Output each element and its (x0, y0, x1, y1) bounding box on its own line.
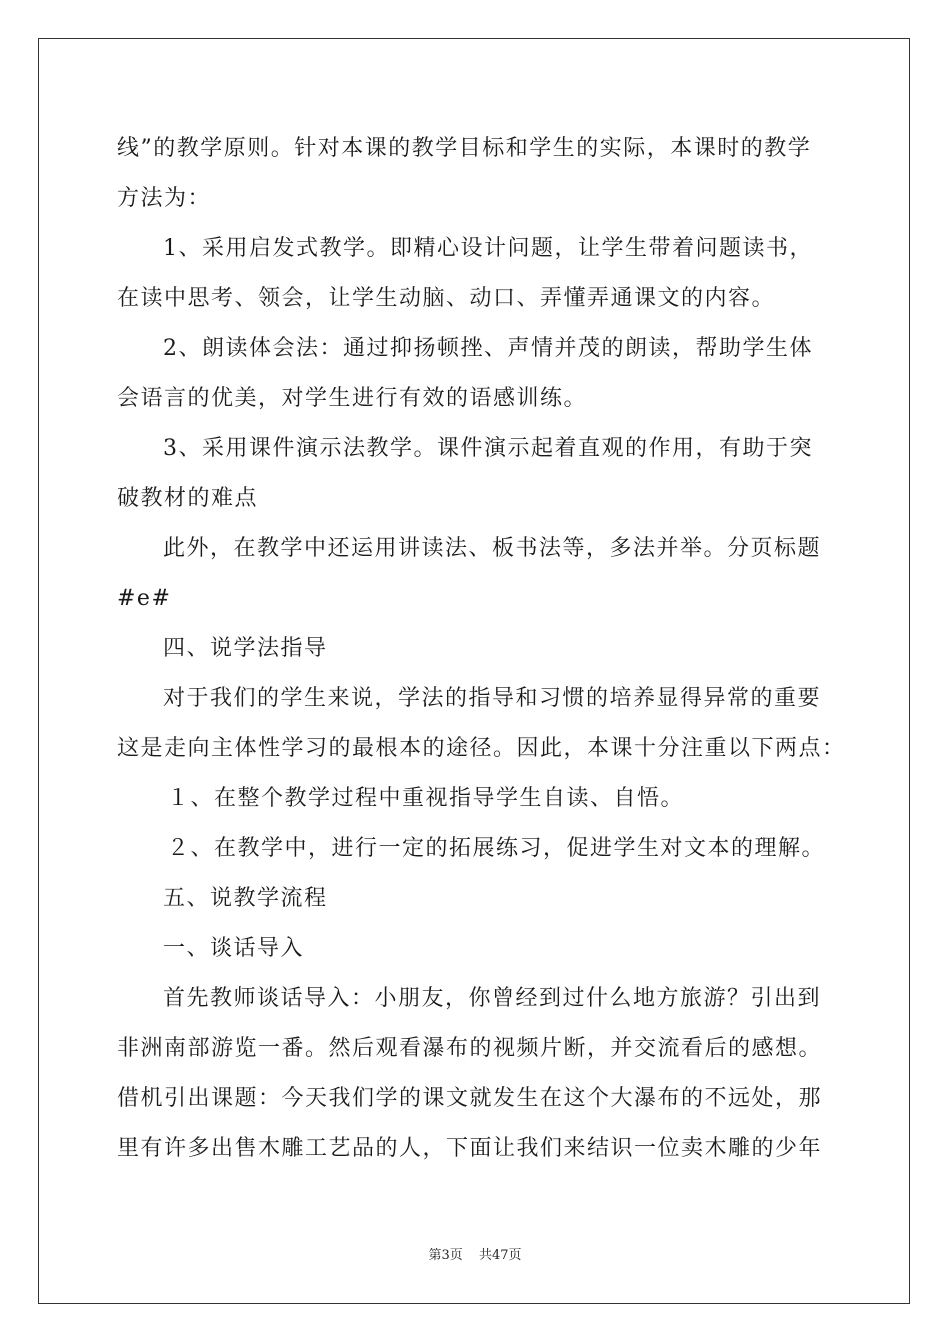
text-line: 非洲南部游览一番。然后观看瀑布的视频片断，并交流看后的感想。 (117, 1036, 823, 1061)
text-line: 借机引出课题：今天我们学的课文就发生在这个大瀑布的不远处，那 (117, 1086, 823, 1111)
text-line: 在读中思考、领会，让学生动脑、动口、弄懂弄通课文的内容。 (117, 286, 776, 311)
page-number: 第3页 (428, 1248, 463, 1263)
paragraph-start: 此外，在教学中还运用讲读法、板书法等，多法并举。分页标题 (163, 536, 822, 561)
text-line: 破教材的难点 (117, 486, 259, 511)
paragraph-start: 1、采用启发式教学。即精心设计问题，让学生带着问题读书， (163, 236, 813, 261)
page-total: 共47页 (478, 1248, 522, 1263)
paragraph-start: 3、采用课件演示法教学。课件演示起着直观的作用，有助于突 (163, 436, 813, 461)
text-line: 线”的教学原则。针对本课的教学目标和学生的实际，本课时的教学 (117, 136, 812, 161)
text-line: #e# (117, 586, 172, 611)
list-item: ２、在教学中，进行一定的拓展练习，促进学生对文本的理解。 (167, 836, 826, 861)
text-line: 里有许多出售木雕工艺品的人，下面让我们来结识一位卖木雕的少年 (117, 1136, 823, 1161)
text-line: 方法为： (117, 186, 212, 211)
paragraph-start: 首先教师谈话导入：小朋友，你曾经到过什么地方旅游？引出到 (163, 986, 822, 1011)
section-heading: 四、说学法指导 (163, 636, 328, 661)
list-item: １、在整个教学过程中重视指导学生自读、自悟。 (167, 786, 685, 811)
section-heading: 五、说教学流程 (163, 886, 328, 911)
paragraph-start: 对于我们的学生来说，学法的指导和习惯的培养显得异常的重要 (163, 686, 822, 711)
page-footer (0, 1244, 950, 1263)
text-line: 会语言的优美，对学生进行有效的语感训练。 (117, 386, 588, 411)
paragraph-start: 2、朗读体会法：通过抑扬顿挫、声情并茂的朗读，帮助学生体 (163, 336, 813, 361)
document-body (117, 124, 846, 1174)
text-line: 这是走向主体性学习的最根本的途径。因此，本课十分注重以下两点： (117, 736, 846, 761)
subsection-heading: 一、谈话导入 (163, 936, 305, 961)
